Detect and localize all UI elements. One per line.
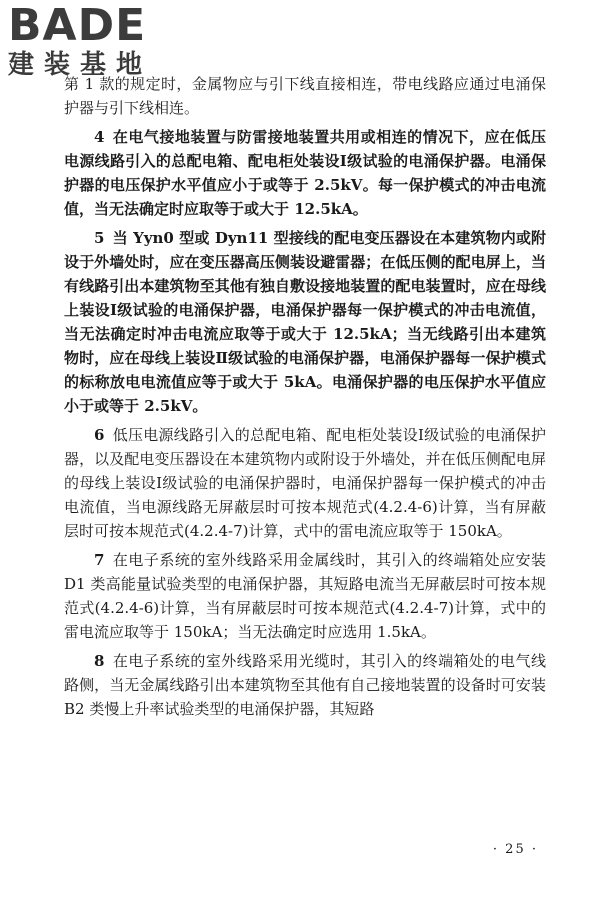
clause-number: 8 — [94, 652, 105, 670]
logo-subtitle: 建装基地 — [8, 50, 153, 80]
clause-5 — [64, 226, 546, 418]
clause-number: 7 — [94, 551, 105, 569]
clause-number: 5 — [94, 229, 105, 247]
paragraph-text: 第 1 款的规定时，金属物应与引下线直接相连，带电线路应通过电涌保护器与引下线相连。 — [64, 75, 546, 117]
clause-text: 在电子系统的室外线路采用金属线时，其引入的终端箱处应安装 D1 类高能量试验类型的电涌保护器，其短路电流当无屏蔽层时可按本规范式(4.2.4-6)计算，当有屏蔽层时可按本规范式(4.2.4-7)计算，式中的雷电流应取等于 150kA；当无法确定时应选用 1.5kA。 — [64, 551, 546, 641]
logo — [8, 0, 178, 84]
document-body — [64, 72, 546, 726]
page-number: · 25 · — [492, 842, 538, 857]
clause-number: 6 — [94, 426, 105, 444]
clause-4 — [64, 125, 546, 221]
logo-brand: BADE — [8, 0, 147, 51]
clause-text: 在电子系统的室外线路采用光缆时，其引入的终端箱处的电气线路侧，当无金属线路引出本建筑物至其他有自己接地装置的设备时可安装 B2 类慢上升率试验类型的电涌保护器，其短路 — [64, 652, 546, 718]
clause-8 — [64, 649, 546, 721]
clause-7 — [64, 548, 546, 644]
clause-text: 当 Yyn0 型或 Dyn11 型接线的配电变压器设在本建筑物内或附设于外墙处时，应在变压器高压侧装设避雷器；在低压侧的配电屏上，当有线路引出本建筑物至其他有独自敷设接地装置的配电装置时，应在母线上装设Ⅰ级试验的电涌保护器，电涌保护器每一保护模式的冲击电流值，当无法确定时冲击电流应取等于或大于 12.5kA；当无线路引出本建筑物时，应在母线上装设Ⅱ级试验的电涌保护器，电涌保护器每一保护模式的标称放电电流值应等于或大于 5kA。电涌保护器的电压保护水平值应小于或等于 2.5kV。 — [64, 229, 546, 415]
clause-text: 低压电源线路引入的总配电箱、配电柜处装设Ⅰ级试验的电涌保护器，以及配电变压器设在本建筑物内或附设于外墙处，并在低压侧配电屏的母线上装设Ⅰ级试验的电涌保护器时，电涌保护器每一保护模式的冲击电流值，当电源线路无屏蔽层时可按本规范式(4.2.4-6)计算，当有屏蔽层时可按本规范式(4.2.4-7)计算，式中的雷电流应取等于 150kA。 — [64, 426, 546, 540]
clause-number: 4 — [94, 128, 105, 146]
clause-text: 在电气接地装置与防雷接地装置共用或相连的情况下，应在低压电源线路引入的总配电箱、配电柜处装设Ⅰ级试验的电涌保护器。电涌保护器的电压保护水平值应小于或等于 2.5kV。每一保护模式的冲击电流值，当无法确定时应取等于或大于 12.5kA。 — [64, 128, 546, 218]
clause-6 — [64, 423, 546, 543]
